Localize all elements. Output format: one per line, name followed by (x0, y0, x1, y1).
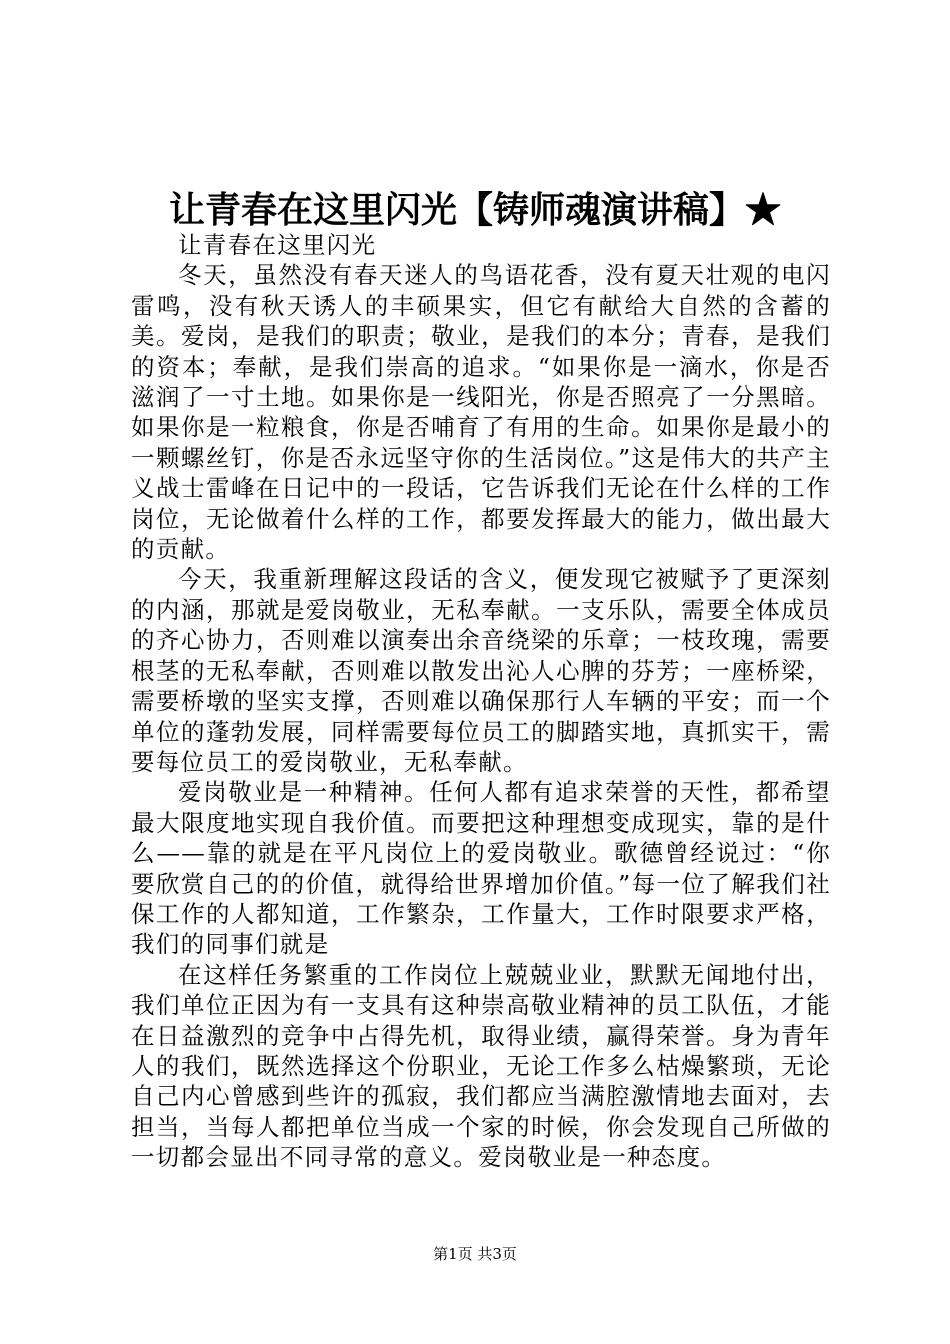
page-number-footer: 第1页 共3页 (433, 1245, 517, 1263)
body-paragraph: 今天，我重新理解这段话的含义，便发现它被赋予了更深刻的内涵，那就是爱岗敬业，无私奉献。一支乐队，需要全体成员的齐心协力，否则难以演奏出余音绕梁的乐章；一枝玫瑰，需要根茎的无私奉献，否则难以散发出沁人心脾的芬芳；一座桥梁，需要桥墩的坚实支撑，否则难以确保那行人车辆的平安；而一个单位的蓬勃发展，同样需要每位员工的脚踏实地，真抓实干，需要每位员工的爱岗敬业，无私奉献。 (131, 565, 831, 776)
document-title: 让青春在这里闪光【铸师魂演讲稿】★ (168, 189, 781, 231)
body-paragraph: 在这样任务繁重的工作岗位上兢兢业业，默默无闻地付出，我们单位正因为有一支具有这种崇高敬业精神的员工队伍，才能在日益激烈的竞争中占得先机，取得业绩，赢得荣誉。身为青年人的我们，既然选择这个份职业，无论工作多么枯燥繁琐，无论自己内心曾感到些许的孤寂，我们都应当满腔激情地去面对，去担当，当每人都把单位当成一个家的时候，你会发现自己所做的一切都会显出不同寻常的意义。爱岗敬业是一种态度。 (131, 960, 831, 1172)
document-body (131, 230, 831, 1173)
body-paragraph: 冬天，虽然没有春天迷人的鸟语花香，没有夏天壮观的电闪雷鸣，没有秋天诱人的丰硕果实，但它有献给大自然的含蓄的美。爱岗，是我们的职责；敬业，是我们的本分；青春，是我们的资本；奉献，是我们崇高的追求。“如果你是一滴水，你是否滋润了一寸土地。如果你是一线阳光，你是否照亮了一分黑暗。如果你是一粒粮食，你是否哺育了有用的生命。如果你是最小的一颗螺丝钉，你是否永远坚守你的生活岗位。”这是伟大的共产主义战士雷峰在日记中的一段话，它告诉我们无论在什么样的工作岗位，无论做着什么样的工作，都要发挥最大的能力，做出最大的贡献。 (131, 261, 831, 564)
body-paragraph: 爱岗敬业是一种精神。任何人都有追求荣誉的天性，都希望最大限度地实现自我价值。而要把这种理想变成现实，靠的是什么——靠的就是在平凡岗位上的爱岗敬业。歌德曾经说过：“你要欣赏自己的的价值，就得给世界增加价值。”每一位了解我们社保工作的人都知道，工作繁杂，工作量大，工作时限要求严格，我们的同事们就是 (131, 778, 831, 959)
document-subtitle: 让青春在这里闪光 (178, 231, 377, 259)
